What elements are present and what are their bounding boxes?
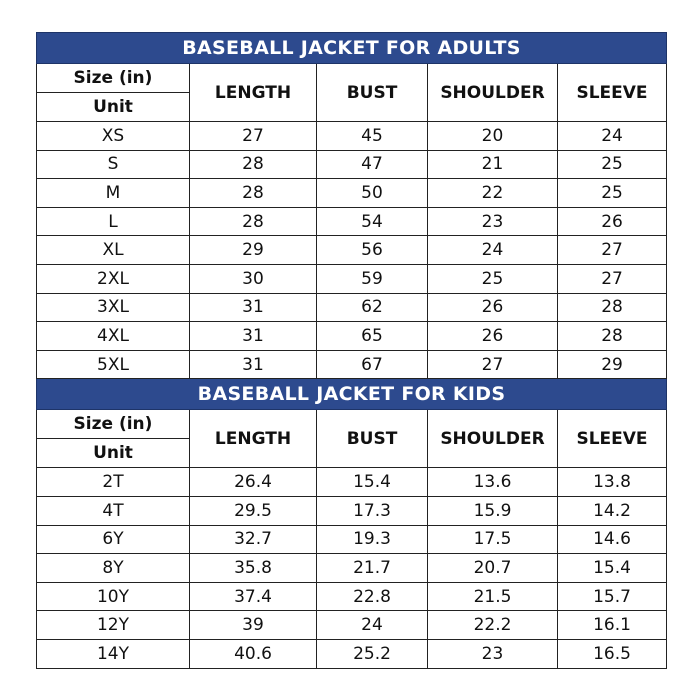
adults-col-shoulder: SHOULDER <box>428 64 558 122</box>
kids-col-length: LENGTH <box>190 410 317 468</box>
adults-sleeve-cell: 27 <box>558 264 667 293</box>
kids-size-cell: 2T <box>37 468 190 497</box>
table-row <box>37 179 667 208</box>
adults-length-cell: 29 <box>190 236 317 265</box>
adults-length-cell: 31 <box>190 293 317 322</box>
table-row <box>37 207 667 236</box>
kids-sleeve-cell: 14.2 <box>558 496 667 525</box>
adults-sleeve-cell: 28 <box>558 322 667 351</box>
adults-length-cell: 31 <box>190 350 317 379</box>
kids-shoulder-cell: 22.2 <box>428 611 558 640</box>
adults-shoulder-cell: 27 <box>428 350 558 379</box>
adults-bust-cell: 59 <box>317 264 428 293</box>
adults-sleeve-cell: 24 <box>558 122 667 151</box>
kids-bust-cell: 21.7 <box>317 554 428 583</box>
kids-bust-cell: 17.3 <box>317 496 428 525</box>
table-row <box>37 496 667 525</box>
adults-bust-cell: 50 <box>317 179 428 208</box>
adults-shoulder-cell: 22 <box>428 179 558 208</box>
adults-shoulder-cell: 23 <box>428 207 558 236</box>
adults-sleeve-cell: 25 <box>558 150 667 179</box>
adults-col-sleeve: SLEEVE <box>558 64 667 122</box>
adults-title: BASEBALL JACKET FOR ADULTS <box>37 33 667 64</box>
table-row <box>37 554 667 583</box>
kids-size-label: Size (in) <box>37 410 189 439</box>
table-row <box>37 611 667 640</box>
adults-shoulder-cell: 26 <box>428 322 558 351</box>
adults-length-cell: 27 <box>190 122 317 151</box>
adults-size-cell: L <box>37 207 190 236</box>
adults-size-cell: 4XL <box>37 322 190 351</box>
kids-length-cell: 39 <box>190 611 317 640</box>
kids-sleeve-cell: 15.4 <box>558 554 667 583</box>
kids-length-cell: 29.5 <box>190 496 317 525</box>
adults-bust-cell: 62 <box>317 293 428 322</box>
adults-sleeve-cell: 27 <box>558 236 667 265</box>
kids-bust-cell: 25.2 <box>317 639 428 668</box>
adults-size-cell: 2XL <box>37 264 190 293</box>
table-row <box>37 468 667 497</box>
kids-sleeve-cell: 13.8 <box>558 468 667 497</box>
kids-size-cell: 14Y <box>37 639 190 668</box>
adults-rows <box>37 122 667 379</box>
kids-sleeve-cell: 16.1 <box>558 611 667 640</box>
adults-sleeve-cell: 26 <box>558 207 667 236</box>
adults-header-row <box>37 64 667 122</box>
kids-shoulder-cell: 13.6 <box>428 468 558 497</box>
adults-size-unit-header <box>37 64 190 122</box>
adults-sleeve-cell: 28 <box>558 293 667 322</box>
kids-rows <box>37 468 667 668</box>
kids-size-cell: 6Y <box>37 525 190 554</box>
table-row <box>37 639 667 668</box>
kids-title: BASEBALL JACKET FOR KIDS <box>37 379 667 410</box>
kids-section <box>37 379 667 468</box>
kids-col-bust: BUST <box>317 410 428 468</box>
adults-size-cell: M <box>37 179 190 208</box>
table-row <box>37 122 667 151</box>
adults-length-cell: 28 <box>190 150 317 179</box>
kids-col-sleeve: SLEEVE <box>558 410 667 468</box>
table-row <box>37 525 667 554</box>
table-row <box>37 264 667 293</box>
kids-shoulder-cell: 21.5 <box>428 582 558 611</box>
kids-header-row <box>37 410 667 468</box>
adults-col-bust: BUST <box>317 64 428 122</box>
kids-length-cell: 35.8 <box>190 554 317 583</box>
adults-bust-cell: 65 <box>317 322 428 351</box>
adults-unit-label: Unit <box>93 97 133 117</box>
kids-bust-cell: 19.3 <box>317 525 428 554</box>
table-row <box>37 236 667 265</box>
kids-shoulder-cell: 15.9 <box>428 496 558 525</box>
adults-bust-cell: 45 <box>317 122 428 151</box>
kids-length-cell: 40.6 <box>190 639 317 668</box>
kids-length-cell: 37.4 <box>190 582 317 611</box>
table-row <box>37 350 667 379</box>
adults-sleeve-cell: 25 <box>558 179 667 208</box>
adults-bust-cell: 54 <box>317 207 428 236</box>
kids-col-shoulder: SHOULDER <box>428 410 558 468</box>
adults-shoulder-cell: 24 <box>428 236 558 265</box>
adults-length-cell: 31 <box>190 322 317 351</box>
adults-size-cell: XS <box>37 122 190 151</box>
kids-bust-cell: 15.4 <box>317 468 428 497</box>
kids-sleeve-cell: 15.7 <box>558 582 667 611</box>
kids-size-cell: 4T <box>37 496 190 525</box>
kids-shoulder-cell: 20.7 <box>428 554 558 583</box>
table-row <box>37 293 667 322</box>
adults-shoulder-cell: 26 <box>428 293 558 322</box>
table-row <box>37 150 667 179</box>
kids-shoulder-cell: 23 <box>428 639 558 668</box>
adults-bust-cell: 47 <box>317 150 428 179</box>
kids-shoulder-cell: 17.5 <box>428 525 558 554</box>
adults-shoulder-cell: 21 <box>428 150 558 179</box>
adults-size-cell: 5XL <box>37 350 190 379</box>
kids-length-cell: 26.4 <box>190 468 317 497</box>
adults-size-cell: 3XL <box>37 293 190 322</box>
kids-sleeve-cell: 14.6 <box>558 525 667 554</box>
kids-size-cell: 12Y <box>37 611 190 640</box>
adults-length-cell: 28 <box>190 207 317 236</box>
adults-col-length: LENGTH <box>190 64 317 122</box>
kids-sleeve-cell: 16.5 <box>558 639 667 668</box>
kids-bust-cell: 22.8 <box>317 582 428 611</box>
adults-bust-cell: 56 <box>317 236 428 265</box>
table-row <box>37 322 667 351</box>
adults-bust-cell: 67 <box>317 350 428 379</box>
adults-sleeve-cell: 29 <box>558 350 667 379</box>
adults-shoulder-cell: 25 <box>428 264 558 293</box>
adults-length-cell: 28 <box>190 179 317 208</box>
kids-size-cell: 10Y <box>37 582 190 611</box>
adults-size-label: Size (in) <box>37 64 189 93</box>
adults-size-cell: XL <box>37 236 190 265</box>
size-table <box>36 32 667 669</box>
kids-size-cell: 8Y <box>37 554 190 583</box>
adults-shoulder-cell: 20 <box>428 122 558 151</box>
kids-size-unit-header <box>37 410 190 468</box>
kids-length-cell: 32.7 <box>190 525 317 554</box>
table-row <box>37 582 667 611</box>
adults-section <box>37 33 667 122</box>
kids-bust-cell: 24 <box>317 611 428 640</box>
size-chart <box>36 32 666 669</box>
adults-size-cell: S <box>37 150 190 179</box>
adults-length-cell: 30 <box>190 264 317 293</box>
kids-unit-label: Unit <box>93 443 133 464</box>
